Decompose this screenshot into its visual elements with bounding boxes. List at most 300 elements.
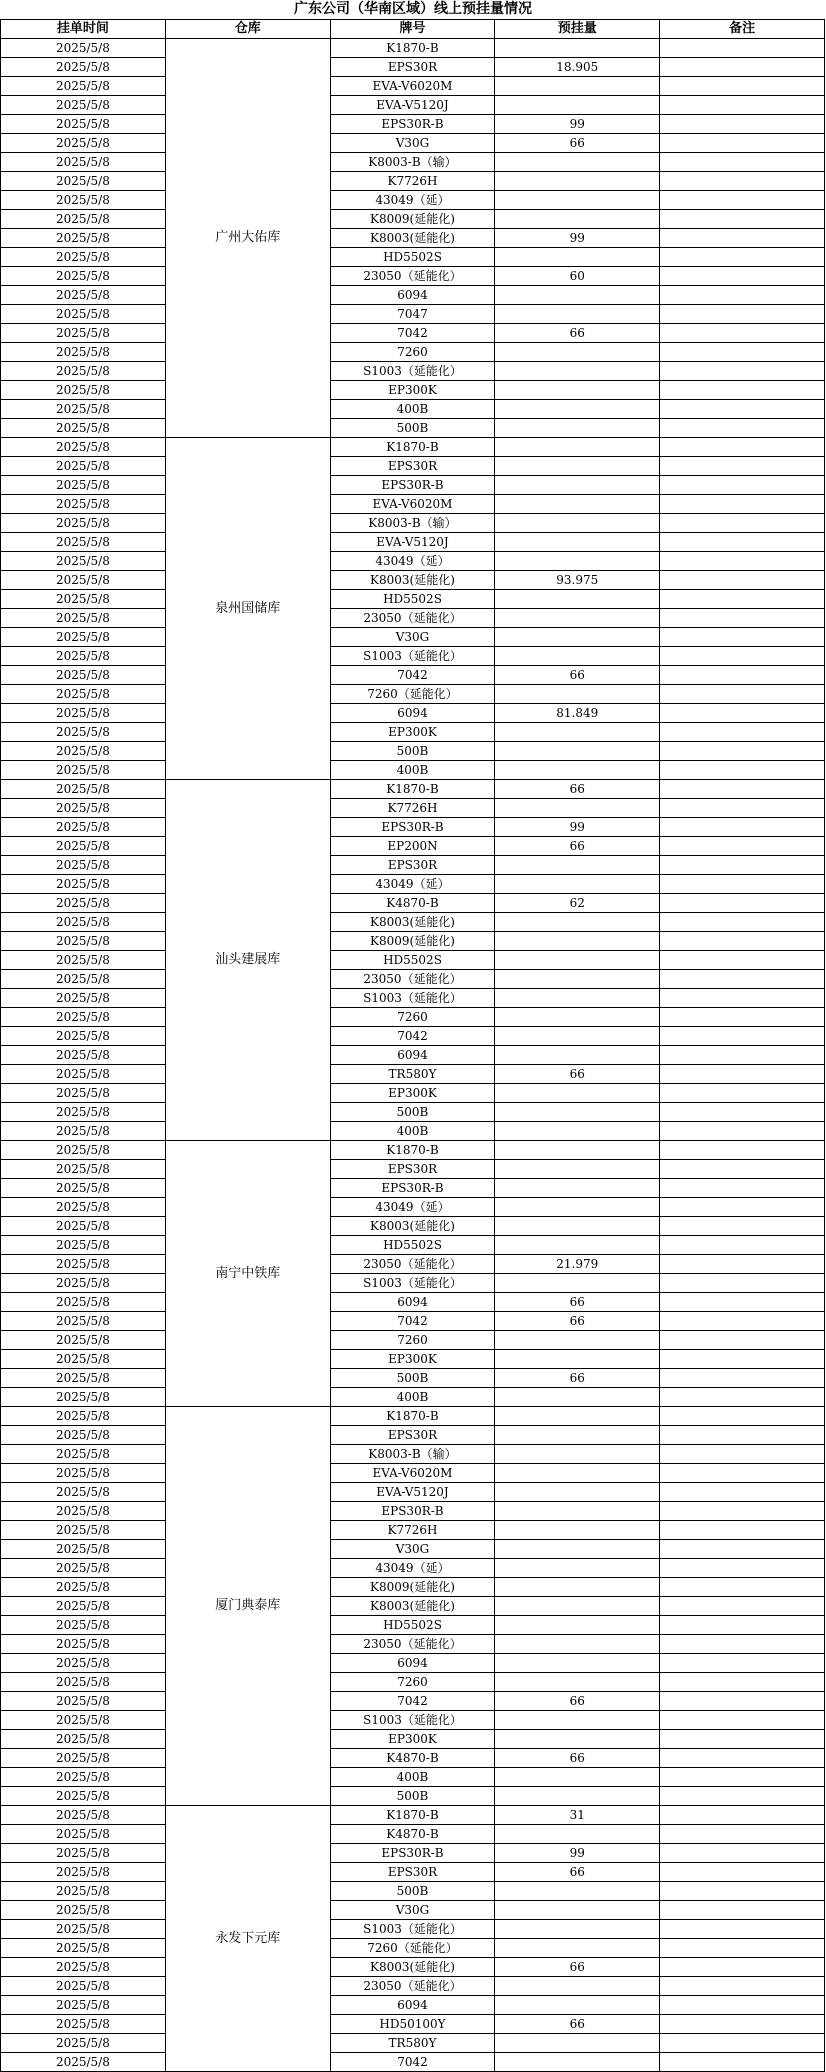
table-row [1, 1996, 825, 2015]
cell-date: 2025/5/8 [1, 856, 166, 875]
cell-date: 2025/5/8 [1, 514, 166, 533]
cell-quantity [495, 1920, 660, 1939]
table-row [1, 1312, 825, 1331]
cell-remark [660, 1673, 825, 1692]
cell-date: 2025/5/8 [1, 1198, 166, 1217]
cell-grade: EPS30R [330, 1426, 495, 1445]
cell-date: 2025/5/8 [1, 1540, 166, 1559]
cell-remark [660, 286, 825, 305]
table-row [1, 1084, 825, 1103]
cell-date: 2025/5/8 [1, 533, 166, 552]
cell-quantity: 99 [495, 818, 660, 837]
cell-quantity [495, 875, 660, 894]
cell-quantity [495, 1939, 660, 1958]
table-row [1, 1274, 825, 1293]
cell-grade: EPS30R [330, 1160, 495, 1179]
table-row [1, 685, 825, 704]
cell-date: 2025/5/8 [1, 1084, 166, 1103]
table-row [1, 837, 825, 856]
cell-remark [660, 1198, 825, 1217]
cell-grade: K8003(延能化) [330, 1597, 495, 1616]
cell-date: 2025/5/8 [1, 742, 166, 761]
cell-warehouse: 南宁中铁库 [165, 1141, 330, 1407]
cell-grade: 6094 [330, 1293, 495, 1312]
cell-date: 2025/5/8 [1, 1768, 166, 1787]
cell-quantity [495, 286, 660, 305]
cell-date: 2025/5/8 [1, 39, 166, 58]
cell-date: 2025/5/8 [1, 1179, 166, 1198]
cell-quantity [495, 1464, 660, 1483]
cell-quantity [495, 951, 660, 970]
table-row [1, 1293, 825, 1312]
cell-date: 2025/5/8 [1, 58, 166, 77]
cell-quantity [495, 343, 660, 362]
cell-date: 2025/5/8 [1, 343, 166, 362]
cell-quantity [495, 1597, 660, 1616]
table-row [1, 476, 825, 495]
cell-quantity: 99 [495, 1844, 660, 1863]
cell-grade: EPS30R-B [330, 1502, 495, 1521]
table-row [1, 1920, 825, 1939]
cell-date: 2025/5/8 [1, 1464, 166, 1483]
cell-remark [660, 1217, 825, 1236]
table-row [1, 514, 825, 533]
cell-remark [660, 590, 825, 609]
cell-date: 2025/5/8 [1, 457, 166, 476]
cell-date: 2025/5/8 [1, 1597, 166, 1616]
cell-date: 2025/5/8 [1, 1616, 166, 1635]
table-row [1, 77, 825, 96]
cell-quantity: 66 [495, 780, 660, 799]
table-row [1, 2034, 825, 2053]
cell-grade: V30G [330, 1540, 495, 1559]
cell-grade: 7042 [330, 2053, 495, 2072]
cell-grade: K8003(延能化) [330, 1958, 495, 1977]
cell-quantity [495, 1559, 660, 1578]
cell-date: 2025/5/8 [1, 913, 166, 932]
table-row [1, 1331, 825, 1350]
cell-quantity [495, 1236, 660, 1255]
cell-remark [660, 1863, 825, 1882]
cell-remark [660, 1293, 825, 1312]
cell-grade: TR580Y [330, 2034, 495, 2053]
cell-date: 2025/5/8 [1, 1255, 166, 1274]
cell-remark [660, 1711, 825, 1730]
table-row [1, 381, 825, 400]
cell-date: 2025/5/8 [1, 894, 166, 913]
cell-date: 2025/5/8 [1, 362, 166, 381]
cell-remark [660, 1540, 825, 1559]
table-row [1, 362, 825, 381]
cell-warehouse: 汕头建展库 [165, 780, 330, 1141]
cell-date: 2025/5/8 [1, 799, 166, 818]
table-row [1, 1654, 825, 1673]
cell-quantity: 66 [495, 1065, 660, 1084]
cell-quantity [495, 191, 660, 210]
cell-remark [660, 1635, 825, 1654]
cell-grade: HD5502S [330, 1616, 495, 1635]
cell-grade: EPS30R [330, 457, 495, 476]
table-row [1, 609, 825, 628]
cell-grade: 7260 [330, 1008, 495, 1027]
cell-remark [660, 1578, 825, 1597]
table-row [1, 1464, 825, 1483]
cell-grade: 23050（延能化） [330, 267, 495, 286]
table-row [1, 932, 825, 951]
cell-grade: K1870-B [330, 39, 495, 58]
cell-remark [660, 1236, 825, 1255]
cell-quantity: 66 [495, 324, 660, 343]
table-row [1, 324, 825, 343]
cell-quantity [495, 39, 660, 58]
cell-date: 2025/5/8 [1, 1844, 166, 1863]
cell-quantity [495, 96, 660, 115]
cell-quantity [495, 533, 660, 552]
table-row [1, 1958, 825, 1977]
cell-date: 2025/5/8 [1, 495, 166, 514]
cell-date: 2025/5/8 [1, 590, 166, 609]
cell-grade: K8003(延能化) [330, 229, 495, 248]
cell-quantity [495, 419, 660, 438]
cell-grade: EP300K [330, 1084, 495, 1103]
table-row [1, 1008, 825, 1027]
cell-quantity [495, 438, 660, 457]
cell-date: 2025/5/8 [1, 1711, 166, 1730]
cell-quantity [495, 400, 660, 419]
cell-grade: HD50100Y [330, 2015, 495, 2034]
table-row [1, 913, 825, 932]
table-row [1, 1350, 825, 1369]
cell-remark [660, 1806, 825, 1825]
cell-date: 2025/5/8 [1, 1103, 166, 1122]
table-row [1, 1369, 825, 1388]
table-row [1, 1882, 825, 1901]
cell-remark [660, 362, 825, 381]
table-row [1, 1103, 825, 1122]
cell-date: 2025/5/8 [1, 1996, 166, 2015]
cell-quantity [495, 1388, 660, 1407]
table-row [1, 39, 825, 58]
cell-quantity [495, 153, 660, 172]
cell-remark [660, 419, 825, 438]
cell-quantity: 62 [495, 894, 660, 913]
cell-date: 2025/5/8 [1, 2034, 166, 2053]
cell-remark [660, 1350, 825, 1369]
table-row [1, 1065, 825, 1084]
cell-remark [660, 552, 825, 571]
cell-grade: K8009(延能化) [330, 1578, 495, 1597]
table-row [1, 1825, 825, 1844]
cell-grade: 23050（延能化） [330, 1635, 495, 1654]
cell-remark [660, 951, 825, 970]
cell-remark [660, 1179, 825, 1198]
table-row [1, 1407, 825, 1426]
cell-quantity [495, 1996, 660, 2015]
cell-date: 2025/5/8 [1, 1882, 166, 1901]
cell-date: 2025/5/8 [1, 172, 166, 191]
cell-remark [660, 1939, 825, 1958]
cell-grade: 400B [330, 761, 495, 780]
cell-grade: EPS30R [330, 58, 495, 77]
cell-remark [660, 1274, 825, 1293]
cell-date: 2025/5/8 [1, 970, 166, 989]
cell-date: 2025/5/8 [1, 400, 166, 419]
table-row [1, 1844, 825, 1863]
cell-quantity [495, 628, 660, 647]
table-row [1, 742, 825, 761]
cell-remark [660, 742, 825, 761]
cell-grade: S1003（延能化） [330, 647, 495, 666]
cell-date: 2025/5/8 [1, 609, 166, 628]
cell-remark [660, 210, 825, 229]
table-row [1, 1502, 825, 1521]
cell-remark [660, 438, 825, 457]
cell-quantity [495, 913, 660, 932]
cell-quantity [495, 1445, 660, 1464]
cell-grade: 43049（延） [330, 552, 495, 571]
cell-grade: 400B [330, 1122, 495, 1141]
cell-date: 2025/5/8 [1, 1312, 166, 1331]
cell-grade: 7260（延能化） [330, 685, 495, 704]
cell-grade: TR580Y [330, 1065, 495, 1084]
cell-quantity [495, 2053, 660, 2072]
cell-grade: 400B [330, 1388, 495, 1407]
cell-quantity [495, 381, 660, 400]
cell-grade: 500B [330, 1103, 495, 1122]
cell-date: 2025/5/8 [1, 1274, 166, 1293]
cell-date: 2025/5/8 [1, 1673, 166, 1692]
cell-quantity: 66 [495, 1863, 660, 1882]
header-quantity: 预挂量 [495, 20, 660, 39]
cell-remark [660, 1331, 825, 1350]
cell-grade: 500B [330, 742, 495, 761]
cell-quantity: 66 [495, 2015, 660, 2034]
table-row [1, 172, 825, 191]
cell-date: 2025/5/8 [1, 1958, 166, 1977]
table-row [1, 1122, 825, 1141]
cell-remark [660, 343, 825, 362]
cell-remark [660, 58, 825, 77]
table-row [1, 875, 825, 894]
cell-quantity [495, 1027, 660, 1046]
cell-remark [660, 1312, 825, 1331]
cell-grade: EVA-V5120J [330, 533, 495, 552]
cell-remark [660, 1749, 825, 1768]
cell-date: 2025/5/8 [1, 1920, 166, 1939]
cell-remark [660, 1027, 825, 1046]
cell-quantity [495, 723, 660, 742]
cell-date: 2025/5/8 [1, 1407, 166, 1426]
table-row [1, 1749, 825, 1768]
table-row [1, 286, 825, 305]
cell-quantity [495, 1179, 660, 1198]
cell-remark [660, 457, 825, 476]
cell-remark [660, 1825, 825, 1844]
cell-remark [660, 1920, 825, 1939]
cell-remark [660, 894, 825, 913]
table-row [1, 1027, 825, 1046]
cell-quantity [495, 2034, 660, 2053]
cell-remark [660, 2053, 825, 2072]
cell-date: 2025/5/8 [1, 837, 166, 856]
table-row [1, 533, 825, 552]
cell-date: 2025/5/8 [1, 77, 166, 96]
table-row [1, 248, 825, 267]
cell-date: 2025/5/8 [1, 1787, 166, 1806]
cell-grade: K1870-B [330, 1407, 495, 1426]
cell-remark [660, 1103, 825, 1122]
cell-remark [660, 1483, 825, 1502]
cell-date: 2025/5/8 [1, 1502, 166, 1521]
cell-grade: 23050（延能化） [330, 609, 495, 628]
cell-date: 2025/5/8 [1, 1863, 166, 1882]
table-row [1, 818, 825, 837]
cell-quantity [495, 1825, 660, 1844]
table-row [1, 457, 825, 476]
cell-remark [660, 970, 825, 989]
table-row [1, 1236, 825, 1255]
cell-remark [660, 134, 825, 153]
cell-quantity [495, 1654, 660, 1673]
cell-remark [660, 1882, 825, 1901]
cell-quantity [495, 1768, 660, 1787]
cell-grade: K8009(延能化) [330, 210, 495, 229]
cell-quantity [495, 305, 660, 324]
cell-quantity [495, 457, 660, 476]
table-row [1, 1806, 825, 1825]
cell-remark [660, 1654, 825, 1673]
cell-date: 2025/5/8 [1, 1749, 166, 1768]
cell-date: 2025/5/8 [1, 267, 166, 286]
cell-remark [660, 77, 825, 96]
cell-remark [660, 267, 825, 286]
cell-date: 2025/5/8 [1, 438, 166, 457]
cell-remark [660, 1426, 825, 1445]
cell-quantity [495, 514, 660, 533]
cell-quantity [495, 552, 660, 571]
table-row [1, 989, 825, 1008]
cell-quantity [495, 1787, 660, 1806]
cell-quantity: 21.979 [495, 1255, 660, 1274]
cell-date: 2025/5/8 [1, 419, 166, 438]
cell-remark [660, 1521, 825, 1540]
cell-remark [660, 324, 825, 343]
cell-remark [660, 115, 825, 134]
cell-date: 2025/5/8 [1, 2053, 166, 2072]
cell-quantity [495, 1578, 660, 1597]
cell-quantity [495, 1730, 660, 1749]
cell-date: 2025/5/8 [1, 1901, 166, 1920]
cell-remark [660, 1692, 825, 1711]
table-row [1, 96, 825, 115]
cell-date: 2025/5/8 [1, 1654, 166, 1673]
cell-warehouse: 厦门典泰库 [165, 1407, 330, 1806]
table-row [1, 1616, 825, 1635]
cell-remark [660, 229, 825, 248]
cell-date: 2025/5/8 [1, 229, 166, 248]
table-row [1, 115, 825, 134]
table-row [1, 552, 825, 571]
cell-remark [660, 913, 825, 932]
table-row [1, 210, 825, 229]
cell-grade: K8003(延能化) [330, 571, 495, 590]
cell-remark [660, 305, 825, 324]
table-row [1, 628, 825, 647]
cell-date: 2025/5/8 [1, 1806, 166, 1825]
table-row [1, 153, 825, 172]
cell-grade: K8003-B（输） [330, 1445, 495, 1464]
cell-date: 2025/5/8 [1, 381, 166, 400]
cell-remark [660, 248, 825, 267]
table-row [1, 780, 825, 799]
cell-date: 2025/5/8 [1, 1730, 166, 1749]
cell-quantity [495, 172, 660, 191]
cell-remark [660, 172, 825, 191]
cell-quantity [495, 248, 660, 267]
table-row [1, 970, 825, 989]
cell-quantity [495, 932, 660, 951]
table-row [1, 1141, 825, 1160]
cell-remark [660, 1730, 825, 1749]
cell-grade: 23050（延能化） [330, 1255, 495, 1274]
cell-remark [660, 989, 825, 1008]
cell-date: 2025/5/8 [1, 286, 166, 305]
table-row [1, 951, 825, 970]
cell-remark [660, 1768, 825, 1787]
cell-grade: HD5502S [330, 248, 495, 267]
table-row [1, 1559, 825, 1578]
cell-grade: S1003（延能化） [330, 1274, 495, 1293]
cell-grade: EPS30R [330, 1863, 495, 1882]
cell-quantity [495, 1160, 660, 1179]
cell-date: 2025/5/8 [1, 153, 166, 172]
table-row [1, 343, 825, 362]
cell-remark [660, 1008, 825, 1027]
cell-grade: 43049（延） [330, 1559, 495, 1578]
cell-remark [660, 1787, 825, 1806]
cell-quantity: 60 [495, 267, 660, 286]
cell-remark [660, 476, 825, 495]
cell-grade: K1870-B [330, 1141, 495, 1160]
table-row [1, 1711, 825, 1730]
header-row [1, 20, 825, 39]
table-row [1, 1977, 825, 1996]
cell-grade: HD5502S [330, 590, 495, 609]
cell-quantity [495, 590, 660, 609]
cell-date: 2025/5/8 [1, 210, 166, 229]
cell-date: 2025/5/8 [1, 951, 166, 970]
cell-grade: 500B [330, 1787, 495, 1806]
table-row [1, 1939, 825, 1958]
cell-date: 2025/5/8 [1, 761, 166, 780]
cell-quantity [495, 1502, 660, 1521]
cell-date: 2025/5/8 [1, 305, 166, 324]
cell-date: 2025/5/8 [1, 1559, 166, 1578]
cell-quantity [495, 742, 660, 761]
cell-remark [660, 818, 825, 837]
cell-remark [660, 685, 825, 704]
cell-grade: S1003（延能化） [330, 362, 495, 381]
cell-quantity [495, 1901, 660, 1920]
cell-quantity: 66 [495, 1369, 660, 1388]
cell-date: 2025/5/8 [1, 1426, 166, 1445]
cell-quantity [495, 1217, 660, 1236]
cell-warehouse: 泉州国储库 [165, 438, 330, 780]
cell-grade: K7726H [330, 799, 495, 818]
cell-date: 2025/5/8 [1, 115, 166, 134]
cell-grade: K8003-B（输） [330, 514, 495, 533]
cell-remark [660, 647, 825, 666]
